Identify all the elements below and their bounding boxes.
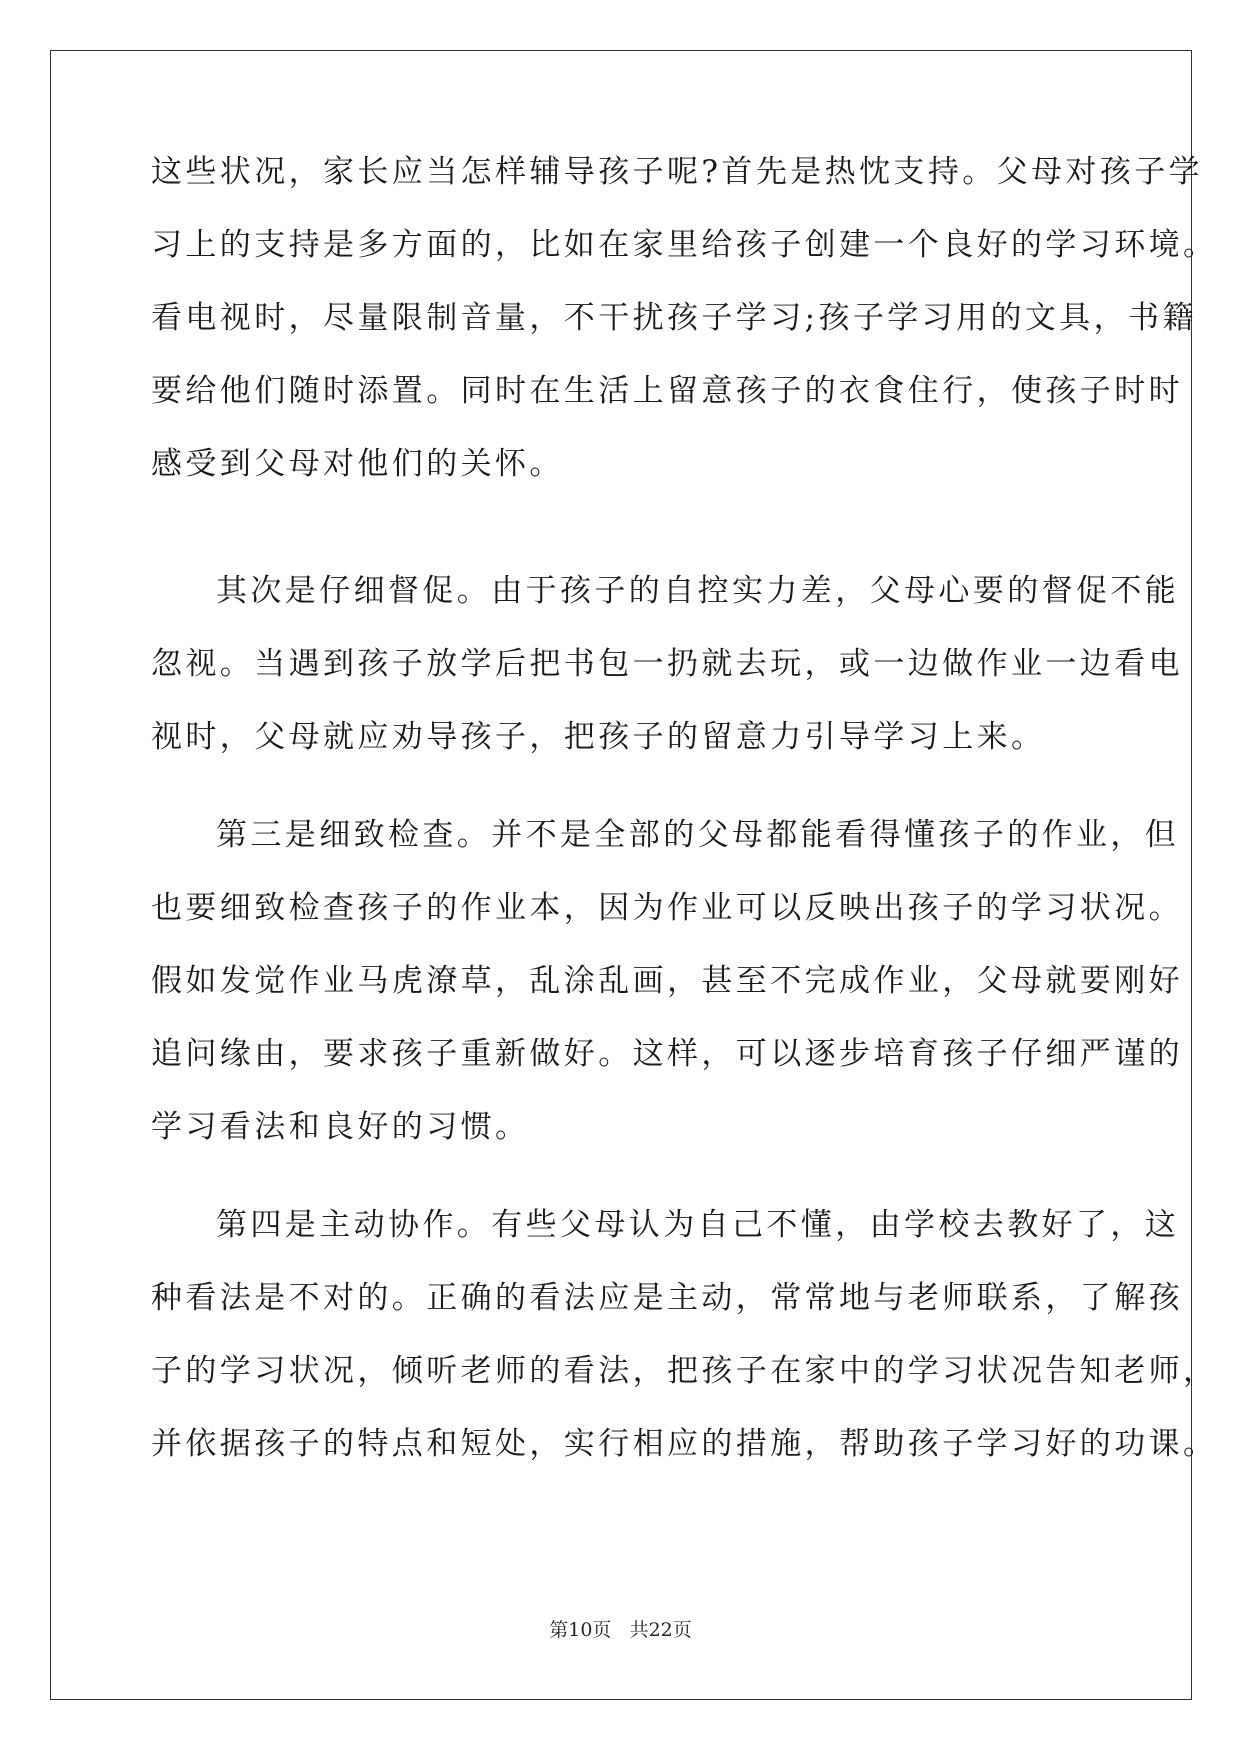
- text-line: 也要细致检查孩子的作业本，因为作业可以反映出孩子的学习状况。: [151, 890, 1183, 926]
- text-line: 要给他们随时添置。同时在生活上留意孩子的衣食住行，使孩子时时: [151, 373, 1183, 409]
- text-line: 看电视时，尽量限制音量，不干扰孩子学习;孩子学习用的文具，书籍: [151, 300, 1197, 336]
- text-line: 学习看法和良好的习惯。: [151, 1109, 530, 1145]
- text-line: 忽视。当遇到孩子放学后把书包一扔就去玩，或一边做作业一边看电: [151, 646, 1183, 682]
- text-line: 假如发觉作业马虎潦草，乱涂乱画，甚至不完成作业，父母就要刚好: [151, 963, 1183, 999]
- paragraph-start-line: 其次是仔细督促。由于孩子的自控实力差，父母心要的督促不能: [216, 573, 1180, 609]
- total-pages: 共22页: [629, 1619, 692, 1641]
- text-line: 并依据孩子的特点和短处，实行相应的措施，帮助孩子学习好的功课。: [151, 1426, 1218, 1462]
- paragraph-start-line: 第三是细致检查。并不是全部的父母都能看得懂孩子的作业，但: [216, 817, 1180, 853]
- text-line: 子的学习状况，倾听老师的看法，把孩子在家中的学习状况告知老师，: [151, 1353, 1218, 1389]
- text-line: 感受到父母对他们的关怀。: [151, 446, 564, 482]
- text-line: 视时，父母就应劝导孩子，把孩子的留意力引导学习上来。: [151, 719, 1046, 755]
- text-line: 这些状况，家长应当怎样辅导孩子呢?首先是热忱支持。父母对孩子学: [151, 154, 1204, 190]
- text-line: 习上的支持是多方面的，比如在家里给孩子创建一个良好的学习环境。: [151, 227, 1218, 263]
- paragraph-start-line: 第四是主动协作。有些父母认为自己不懂，由学校去教好了，这: [216, 1207, 1180, 1243]
- page-number: 第10页: [549, 1619, 612, 1641]
- text-line: 追问缘由，要求孩子重新做好。这样，可以逐步培育孩子仔细严谨的: [151, 1036, 1183, 1072]
- page-footer: [0, 1618, 1241, 1642]
- text-line: 种看法是不对的。正确的看法应是主动，常常地与老师联系，了解孩: [151, 1280, 1183, 1316]
